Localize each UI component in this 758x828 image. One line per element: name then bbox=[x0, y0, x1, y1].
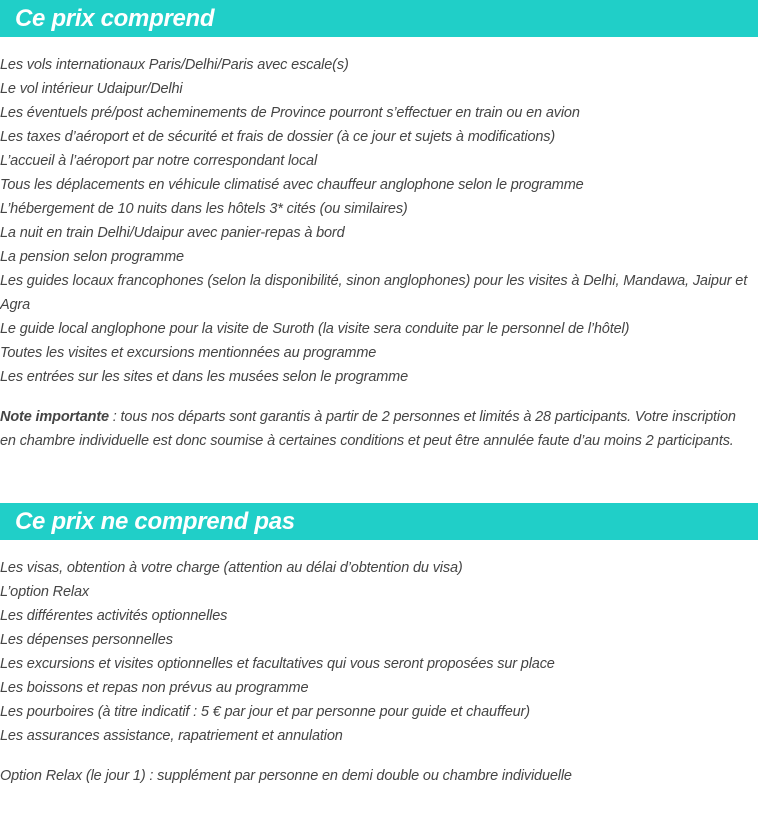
excludes-section-header bbox=[0, 503, 758, 540]
important-note bbox=[0, 405, 750, 453]
excludes-item: Les excursions et visites optionnelles et facultatives qui vous seront proposées sur place bbox=[0, 656, 555, 672]
includes-item: Toutes les visites et excursions mentionnées au programme bbox=[0, 345, 377, 361]
includes-section-title: Ce prix comprend bbox=[15, 5, 215, 32]
excludes-list bbox=[0, 556, 750, 748]
excludes-section-title: Ce prix ne comprend pas bbox=[15, 508, 295, 535]
important-note-label: Note importante bbox=[0, 409, 109, 425]
includes-section-header bbox=[0, 0, 758, 37]
includes-item: Les guides locaux francophones (selon la disponibilité, sinon anglophones) pour les visites à Delhi, Mandawa, Jaipur et Agra bbox=[0, 273, 748, 313]
includes-item: Le guide local anglophone pour la visite de Suroth (la visite sera conduite par le personnel de l’hôtel) bbox=[0, 321, 630, 337]
includes-item: Les vols internationaux Paris/Delhi/Paris avec escale(s) bbox=[0, 57, 349, 73]
excludes-item: Les pourboires (à titre indicatif : 5 € par jour et par personne pour guide et chauffeur) bbox=[0, 704, 530, 720]
relax-option-note: Option Relax (le jour 1) : supplément par personne en demi double ou chambre individuelle bbox=[0, 768, 572, 784]
includes-list bbox=[0, 53, 750, 389]
excludes-item: Les différentes activités optionnelles bbox=[0, 608, 228, 624]
includes-item: La pension selon programme bbox=[0, 249, 184, 265]
excludes-item: Les assurances assistance, rapatriement et annulation bbox=[0, 728, 343, 744]
includes-item: Tous les déplacements en véhicule climatisé avec chauffeur anglophone selon le programme bbox=[0, 177, 584, 193]
excludes-item: Les boissons et repas non prévus au programme bbox=[0, 680, 309, 696]
includes-item: Les entrées sur les sites et dans les musées selon le programme bbox=[0, 369, 409, 385]
includes-item: L’accueil à l’aéroport par notre correspondant local bbox=[0, 153, 318, 169]
includes-item: Le vol intérieur Udaipur/Delhi bbox=[0, 81, 183, 97]
excludes-item: Les dépenses personnelles bbox=[0, 632, 173, 648]
excludes-item: Les visas, obtention à votre charge (attention au délai d’obtention du visa) bbox=[0, 560, 463, 576]
includes-item: Les éventuels pré/post acheminements de Province pourront s’effectuer en train ou en avion bbox=[0, 105, 580, 121]
excludes-item: L’option Relax bbox=[0, 584, 89, 600]
includes-item: L’hébergement de 10 nuits dans les hôtels 3* cités (ou similaires) bbox=[0, 201, 408, 217]
includes-item: La nuit en train Delhi/Udaipur avec panier-repas à bord bbox=[0, 225, 345, 241]
includes-item: Les taxes d’aéroport et de sécurité et frais de dossier (à ce jour et sujets à modifications) bbox=[0, 129, 556, 145]
important-note-text: : tous nos départs sont garantis à partir de 2 personnes et limités à 28 participants. Votre inscription en chambre individuelle est donc soumise à certaines conditions et peut être annulée faute d’au moins 2 participants. bbox=[0, 409, 736, 449]
